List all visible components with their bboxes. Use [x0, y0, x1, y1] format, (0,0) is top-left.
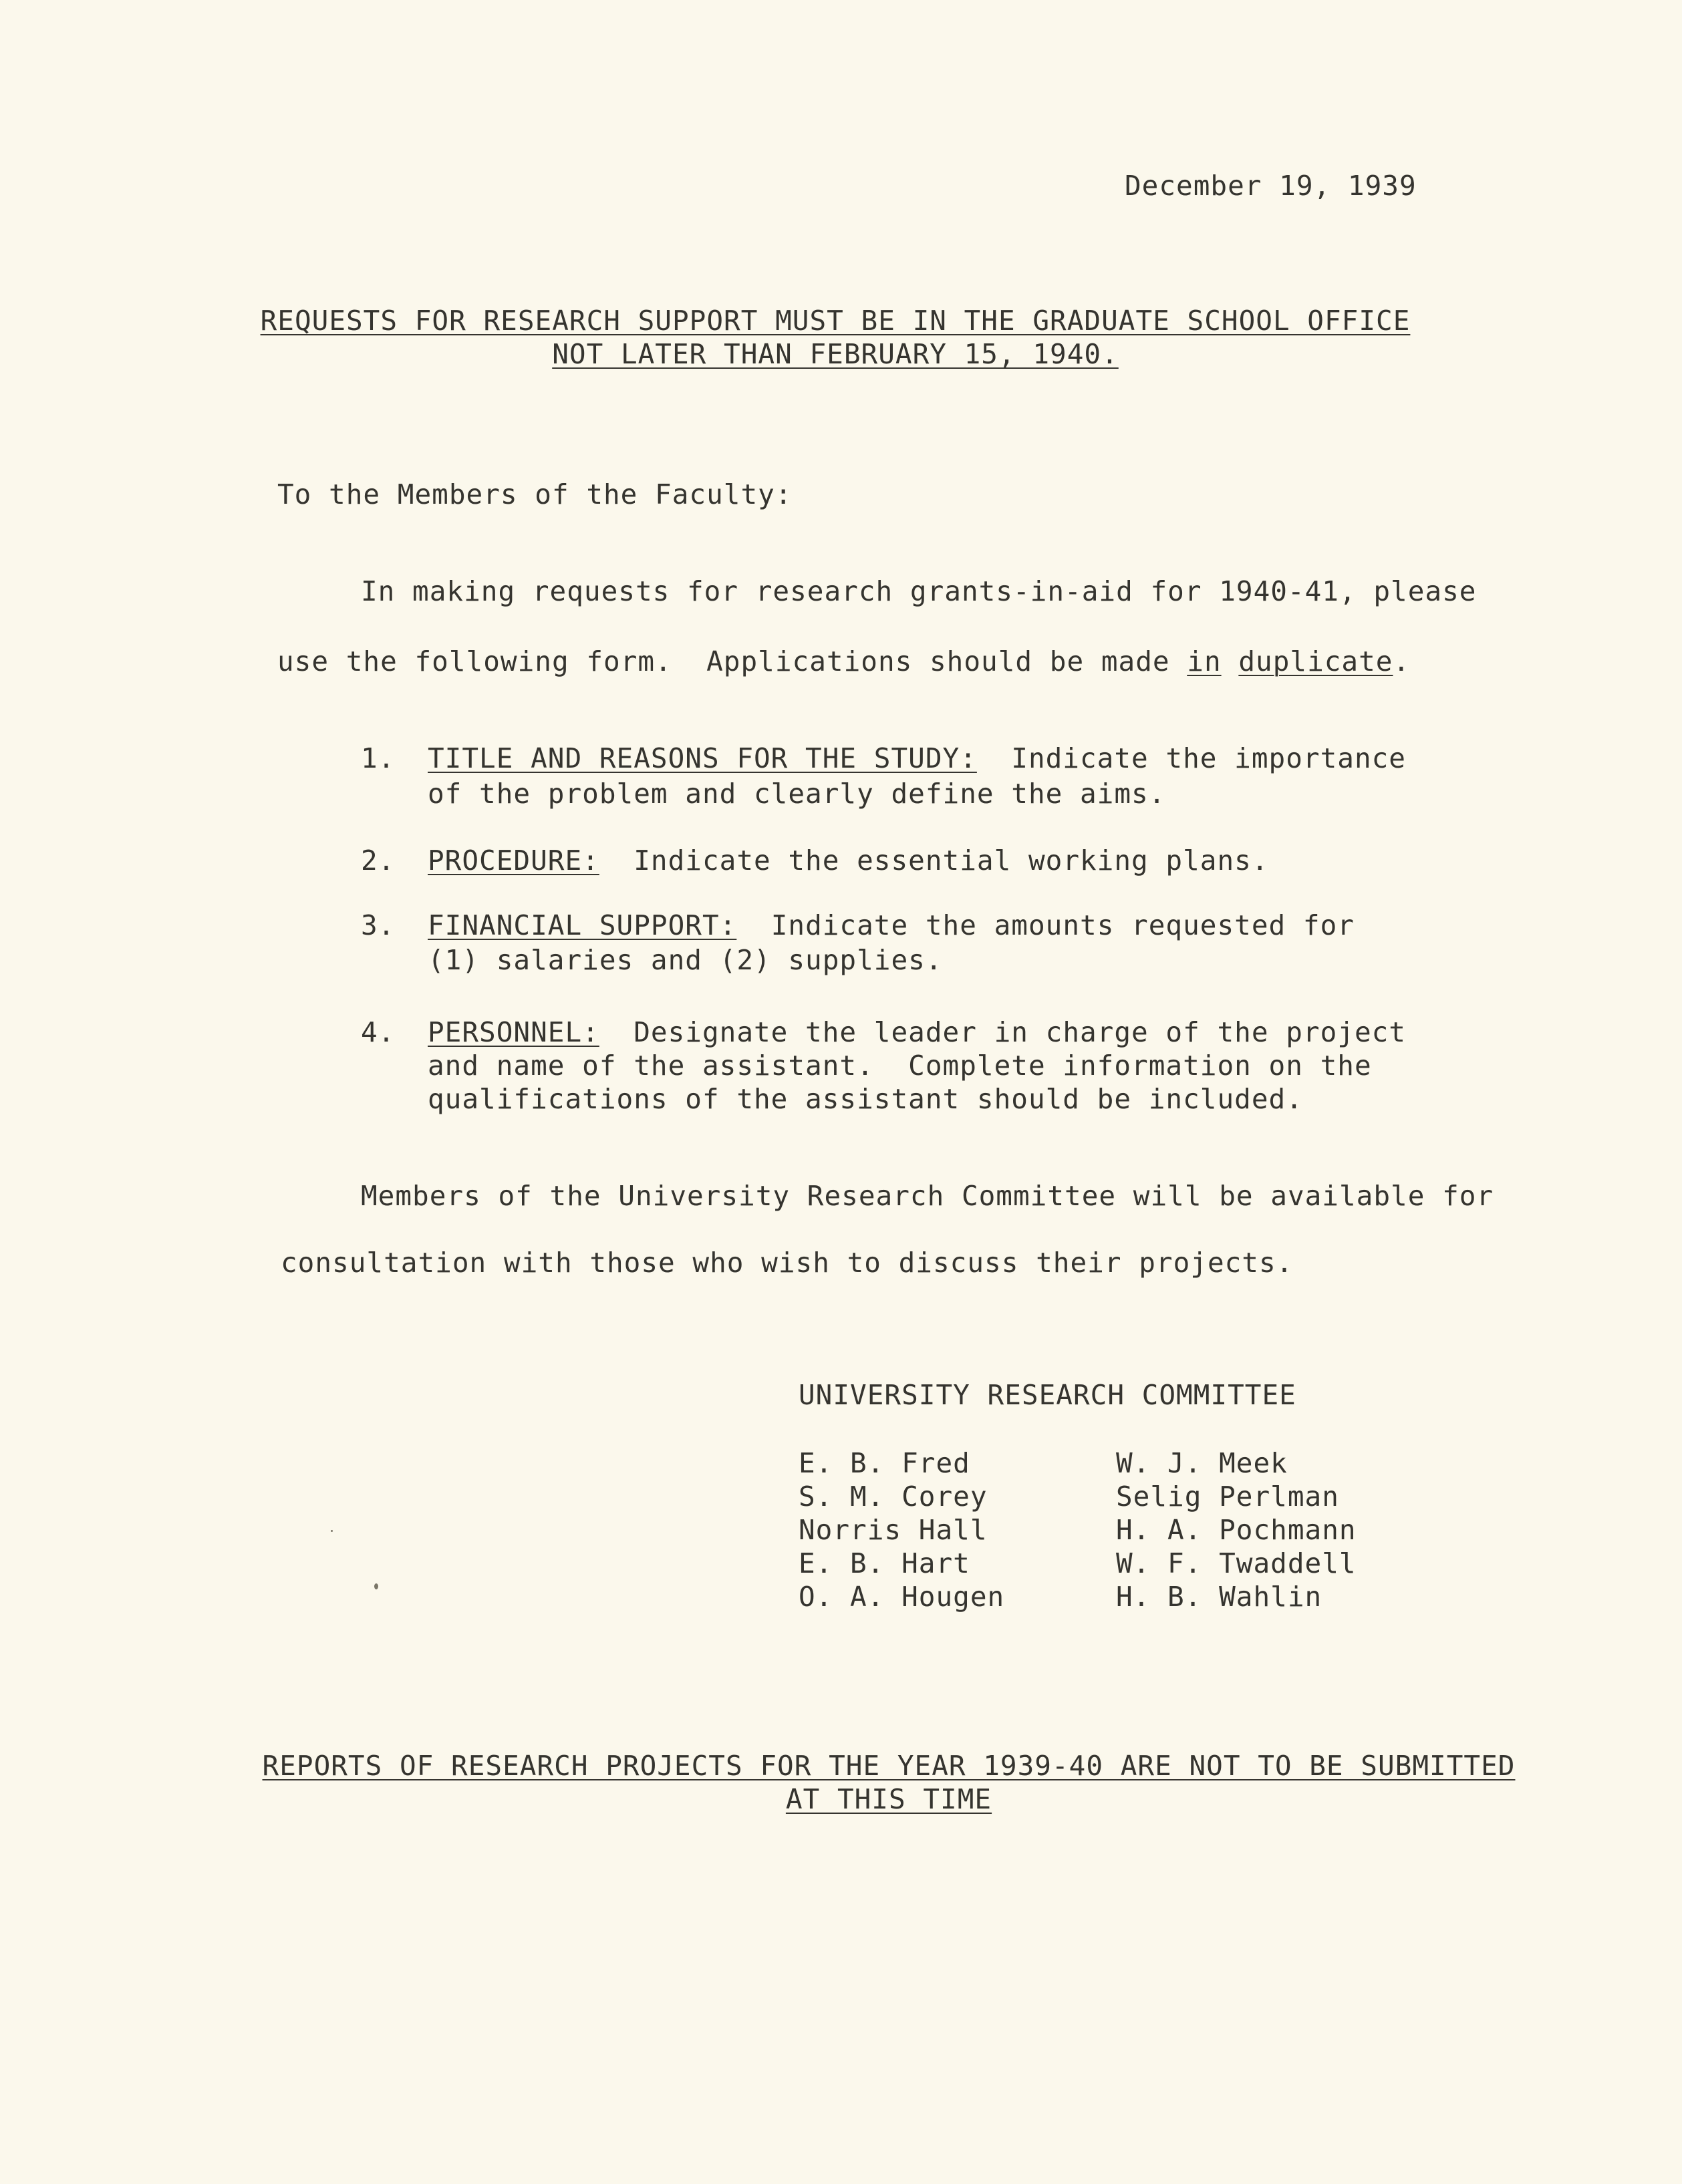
item-2-line-1 — [428, 844, 1269, 877]
intro-emphasis-duplicate: duplicate — [1238, 645, 1393, 677]
item-4-text: Designate the leader in charge of the project — [599, 1016, 1406, 1048]
item-4-number: 4. — [361, 1016, 396, 1048]
closing-line-2: consultation with those who wish to discuss their projects. — [281, 1247, 1294, 1279]
salutation: To the Members of the Faculty: — [277, 478, 793, 510]
item-3-line-1 — [428, 909, 1355, 942]
item-4-line-1 — [428, 1016, 1406, 1049]
item-1-number: 1. — [361, 742, 396, 774]
intro-line-2 — [277, 645, 1410, 678]
committee-member: E. B. Fred — [799, 1447, 970, 1479]
committee-title: UNIVERSITY RESEARCH COMMITTEE — [799, 1379, 1296, 1411]
item-1-line-1 — [428, 742, 1406, 775]
committee-member: H. B. Wahlin — [1116, 1581, 1322, 1613]
item-1-label: TITLE AND REASONS FOR THE STUDY: — [428, 742, 977, 774]
closing-line-1: Members of the University Research Committee will be available for — [361, 1180, 1494, 1212]
committee-member: S. M. Corey — [799, 1480, 988, 1513]
item-4-label: PERSONNEL: — [428, 1016, 599, 1048]
deadline-heading-line-2: NOT LATER THAN FEBRUARY 15, 1940. — [552, 338, 1119, 370]
deadline-heading-line-1: REQUESTS FOR RESEARCH SUPPORT MUST BE IN THE GRADUATE SCHOOL OFFICE — [260, 305, 1411, 337]
item-1-line-2: of the problem and clearly define the aims. — [428, 778, 1166, 810]
paper-mark — [374, 1583, 378, 1589]
item-4-line-3: qualifications of the assistant should be included. — [428, 1083, 1303, 1115]
intro-emphasis-in: in — [1187, 645, 1222, 677]
intro-line-2-text: use the following form. Applications should be made — [277, 645, 1187, 677]
item-3-line-2: (1) salaries and (2) supplies. — [428, 944, 943, 976]
committee-member: W. F. Twaddell — [1116, 1547, 1357, 1579]
intro-space — [1222, 645, 1239, 677]
committee-member: Norris Hall — [799, 1514, 988, 1546]
committee-member: H. A. Pochmann — [1116, 1514, 1357, 1546]
item-4-line-2: and name of the assistant. Complete information on the — [428, 1050, 1372, 1082]
intro-period: . — [1393, 645, 1411, 677]
footer-notice-line-2: AT THIS TIME — [785, 1783, 992, 1815]
committee-member: W. J. Meek — [1116, 1447, 1288, 1479]
committee-member: O. A. Hougen — [799, 1581, 1005, 1613]
committee-member: E. B. Hart — [799, 1547, 970, 1579]
footer-notice-line-1: REPORTS OF RESEARCH PROJECTS FOR THE YEAR 1939-40 ARE NOT TO BE SUBMITTED — [262, 1750, 1516, 1782]
item-2-text: Indicate the essential working plans. — [599, 844, 1269, 877]
item-2-label: PROCEDURE: — [428, 844, 599, 877]
item-3-text: Indicate the amounts requested for — [736, 909, 1355, 941]
intro-line-1: In making requests for research grants-in-aid for 1940-41, please — [361, 575, 1477, 607]
paper-mark — [331, 1530, 333, 1532]
item-2-number: 2. — [361, 844, 396, 877]
letter-date: December 19, 1939 — [1125, 170, 1417, 202]
committee-member: Selig Perlman — [1116, 1480, 1339, 1513]
item-3-label: FINANCIAL SUPPORT: — [428, 909, 737, 941]
item-3-number: 3. — [361, 909, 396, 941]
item-1-text: Indicate the importance — [976, 742, 1406, 774]
